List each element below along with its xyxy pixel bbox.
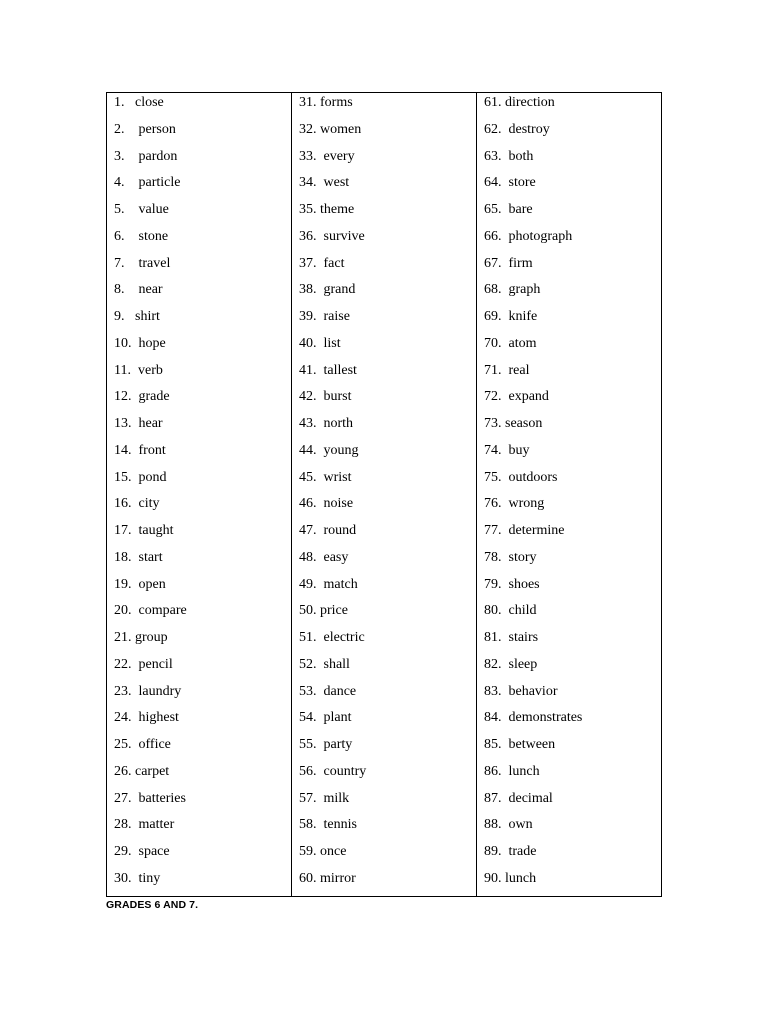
word-column-1 xyxy=(107,93,291,896)
word-entry: 24. highest xyxy=(114,710,179,726)
word-entry: 61. direction xyxy=(484,95,555,110)
word-entry: 60. mirror xyxy=(299,870,356,886)
word-entry: 21. group xyxy=(114,630,168,645)
grade-caption: GRADES 6 AND 7. xyxy=(106,899,199,911)
word-entry: 44. young xyxy=(299,442,359,458)
word-entry: 83. behavior xyxy=(484,683,558,699)
word-entry: 37. fact xyxy=(299,255,345,271)
word-entry: 4. particle xyxy=(114,175,181,191)
word-entry: 45. wrist xyxy=(299,469,352,485)
word-entry: 76. wrong xyxy=(484,496,545,512)
word-entry: 18. start xyxy=(114,549,163,565)
word-entry: 62. destroy xyxy=(484,121,550,137)
word-entry: 79. shoes xyxy=(484,576,540,592)
word-entry: 73. season xyxy=(484,416,543,431)
word-entry: 36. survive xyxy=(299,228,365,244)
word-entry: 82. sleep xyxy=(484,656,538,672)
word-entry: 41. tallest xyxy=(299,362,357,378)
word-entry: 11. verb xyxy=(114,362,163,378)
word-entry: 53. dance xyxy=(299,683,357,699)
word-entry: 31. forms xyxy=(299,95,353,110)
word-entry: 85. between xyxy=(484,737,556,752)
word-entry: 70. atom xyxy=(484,335,537,351)
word-entry: 43. north xyxy=(299,416,354,431)
word-entry: 30. tiny xyxy=(114,870,161,886)
word-entry: 89. trade xyxy=(484,844,537,859)
word-entry: 32. women xyxy=(299,121,362,137)
word-entry: 80. child xyxy=(484,603,537,619)
word-entry: 8. near xyxy=(114,282,163,298)
word-entry: 10. hope xyxy=(114,335,166,351)
word-entry: 75. outdoors xyxy=(484,469,558,485)
word-entry: 9. shirt xyxy=(114,309,160,324)
word-entry: 67. firm xyxy=(484,255,533,271)
word-entry: 23. laundry xyxy=(114,683,182,699)
word-entry: 56. country xyxy=(299,763,367,779)
word-entry: 2. person xyxy=(114,121,176,137)
word-entry: 81. stairs xyxy=(484,630,539,645)
word-column-2 xyxy=(291,93,476,896)
word-entry: 48. easy xyxy=(299,549,349,565)
word-entry: 54. plant xyxy=(299,710,352,726)
word-entry: 29. space xyxy=(114,844,170,859)
word-entry: 71. real xyxy=(484,362,530,378)
word-entry: 15. pond xyxy=(114,469,167,485)
word-column-3 xyxy=(476,93,661,896)
word-entry: 38. grand xyxy=(299,282,356,298)
word-entry: 78. story xyxy=(484,549,537,565)
word-entry: 47. round xyxy=(299,523,357,538)
word-entry: 58. tennis xyxy=(299,817,357,833)
word-entry: 46. noise xyxy=(299,496,354,512)
word-entry: 68. graph xyxy=(484,282,541,298)
word-entry: 1. close xyxy=(114,95,164,110)
word-entry: 6. stone xyxy=(114,228,169,244)
word-entry: 74. buy xyxy=(484,442,530,458)
word-entry: 19. open xyxy=(114,576,166,592)
word-entry: 16. city xyxy=(114,496,160,512)
word-entry: 84. demonstrates xyxy=(484,710,583,726)
word-entry: 49. match xyxy=(299,576,358,592)
word-entry: 22. pencil xyxy=(114,656,173,672)
word-entry: 87. decimal xyxy=(484,790,553,806)
word-entry: 65. bare xyxy=(484,202,533,217)
word-entry: 66. photograph xyxy=(484,228,573,244)
word-entry: 7. travel xyxy=(114,255,171,271)
word-entry: 26. carpet xyxy=(114,763,170,779)
word-entry: 55. party xyxy=(299,737,353,752)
word-entry: 13. hear xyxy=(114,416,163,431)
word-entry: 27. batteries xyxy=(114,790,186,806)
word-entry: 39. raise xyxy=(299,309,350,324)
word-entry: 17. taught xyxy=(114,523,174,538)
word-entry: 3. pardon xyxy=(114,148,178,164)
word-entry: 59. once xyxy=(299,844,347,859)
word-entry: 88. own xyxy=(484,817,533,833)
word-entry: 77. determine xyxy=(484,523,565,538)
word-entry: 28. matter xyxy=(114,817,175,833)
word-entry: 12. grade xyxy=(114,389,170,405)
word-entry: 34. west xyxy=(299,175,350,191)
word-entry: 63. both xyxy=(484,148,534,164)
word-entry: 51. electric xyxy=(299,630,365,645)
word-entry: 50. price xyxy=(299,603,348,619)
word-entry: 42. burst xyxy=(299,389,352,405)
word-entry: 52. shall xyxy=(299,656,350,672)
word-entry: 40. list xyxy=(299,335,341,351)
word-entry: 25. office xyxy=(114,737,171,752)
word-entry: 57. milk xyxy=(299,790,350,806)
word-entry: 5. value xyxy=(114,202,169,217)
word-list-table xyxy=(106,92,662,897)
word-entry: 20. compare xyxy=(114,603,187,619)
word-entry: 14. front xyxy=(114,442,166,458)
word-entry: 90. lunch xyxy=(484,870,537,886)
word-entry: 86. lunch xyxy=(484,763,540,779)
word-entry: 35. theme xyxy=(299,202,355,217)
word-entry: 69. knife xyxy=(484,309,538,324)
word-entry: 64. store xyxy=(484,175,536,191)
word-entry: 72. expand xyxy=(484,389,549,405)
word-entry: 33. every xyxy=(299,148,355,164)
